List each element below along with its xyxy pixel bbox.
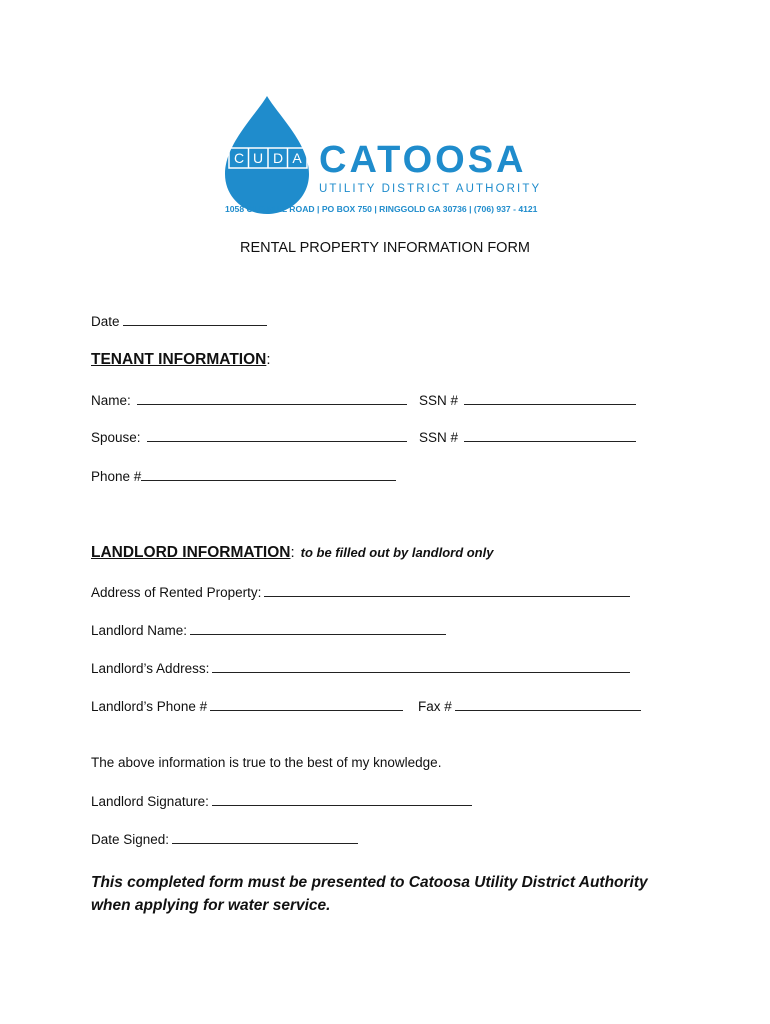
logo-address-pobox: PO BOX 750 [321,204,372,214]
tenant-name-field[interactable] [137,392,407,405]
tenant-spouse-row [91,429,407,445]
attestation-text: The above information is true to the best of my knowledge. [91,755,442,770]
landlord-note: to be filled out by landlord only [300,545,494,560]
logo-address-phone: (706) 937 - 4121 [473,204,538,214]
signature-row [91,793,472,809]
date-field[interactable] [123,313,267,326]
logo-address-street: 1058 OLD MILL ROAD [225,204,315,214]
rented-property-row [91,584,630,600]
rented-property-field[interactable] [264,584,630,597]
footer-notice [91,871,691,917]
date-label: Date [91,314,120,329]
tenant-phone-label: Phone # [91,469,142,484]
tenant-spouse-label: Spouse: [91,430,141,445]
landlord-phone-field[interactable] [210,698,403,711]
landlord-fax-row [418,698,641,714]
landlord-address-field[interactable] [212,660,630,673]
date-row [91,313,267,329]
landlord-address-row [91,660,630,676]
landlord-name-label: Landlord Name: [91,623,188,638]
footer-line-2: when applying for water service. [91,897,331,914]
footer-line-1: This completed form must be presented to Catoosa Utility District Authority [91,874,648,891]
logo-tagline: UTILITY DISTRICT AUTHORITY [319,183,542,195]
rented-property-label: Address of Rented Property: [91,585,262,600]
logo-name: CATOOSA [319,139,527,181]
date-signed-row [91,831,358,847]
signature-field[interactable] [212,793,472,806]
landlord-address-label: Landlord’s Address: [91,661,210,676]
tenant-ssn2-row [419,429,636,445]
tenant-ssn-field[interactable] [464,392,636,405]
date-signed-label: Date Signed: [91,832,170,847]
tenant-heading: TENANT INFORMATION [91,351,267,368]
catoosa-logo [215,92,555,222]
tenant-ssn-row [419,392,636,408]
landlord-fax-field[interactable] [455,698,641,711]
landlord-fax-label: Fax # [418,699,452,714]
landlord-phone-row [91,698,403,714]
landlord-name-row [91,622,446,638]
tenant-name-label: Name: [91,393,131,408]
tenant-phone-row [91,468,396,484]
tenant-name-row [91,392,407,408]
logo-letter-d: D [272,150,284,166]
landlord-name-field[interactable] [190,622,446,635]
date-signed-field[interactable] [172,831,358,844]
form-title: RENTAL PROPERTY INFORMATION FORM [239,240,531,256]
tenant-ssn-label: SSN # [419,393,459,408]
landlord-heading: LANDLORD INFORMATION [91,544,291,561]
tenant-spouse-field[interactable] [147,429,407,442]
tenant-ssn2-field[interactable] [464,429,636,442]
tenant-heading-colon: : [266,351,271,368]
landlord-heading-row [91,544,493,562]
logo-address: 1058 OLD MILL ROAD | PO BOX 750 | RINGGOLD GA 30736 | (706) 937 - 4121 [225,204,538,214]
logo-letter-a: A [292,150,302,166]
tenant-phone-field[interactable] [141,468,396,481]
logo-letter-c: C [233,150,245,166]
tenant-heading-row [91,351,271,369]
signature-label: Landlord Signature: [91,794,209,809]
landlord-heading-colon: : [290,544,295,561]
tenant-ssn2-label: SSN # [419,430,459,445]
landlord-phone-label: Landlord’s Phone # [91,699,208,714]
logo-address-city: RINGGOLD GA 30736 [379,204,467,214]
logo-letter-u: U [252,150,264,166]
